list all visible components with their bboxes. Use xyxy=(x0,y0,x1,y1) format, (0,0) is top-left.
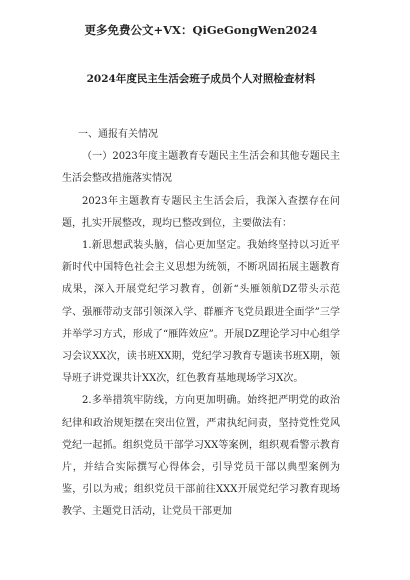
document-title: 2024年度民主生活会班子成员个人对照检查材料 xyxy=(86,73,316,85)
body-paragraph: 2023年主题教育专题民主生活会后，我深入查摆存在问题，扎实开展整改，现均已整改到位，主要做法有： xyxy=(62,195,340,229)
body-paragraph: 2.多举措筑牢防线，方向更加明确。始终把严明党的政治纪律和政治规矩摆在突出位置，严肃执纪问责，坚持党性党风党纪一起抓。组织党员干部学习XX等案例，组织观看警示教育片，并结合实际撰写心得体会，引导党员干部以典型案例为鉴，引以为戒；组织党员干部前往XXX开展党纪学习教育现场教学、主题党日活动，让党员干部更加 xyxy=(62,395,340,518)
subsection-heading: （一）2023年度主题教育专题民主生活会和其他专题民主生活会整改措施落实情况 xyxy=(62,151,340,185)
page-header-watermark: 更多免费公文+VX：QiGeGongWen2024 xyxy=(84,23,318,37)
section-heading: 一、通报有关情况 xyxy=(78,129,158,140)
document-body xyxy=(62,124,340,524)
body-paragraph: 1.新思想武装头脑，信心更加坚定。我始终坚持以习近平新时代中国特色社会主义思想为统领，不断巩固拓展主题教育成果，深入开展党纪学习教育，创新“头雁领航DZ带头示范学、强雁带动支部引领深入学、群雁齐飞党员跟进全面学”三学并举学习方式，形成了“雁阵效应”。开展DZ理论学习中心组学习会议XX次，读书班XX期，党纪学习教育专题读书班X期，领导班子讲党课共计XX次，红色教育基地现场学习X次。 xyxy=(62,240,340,385)
